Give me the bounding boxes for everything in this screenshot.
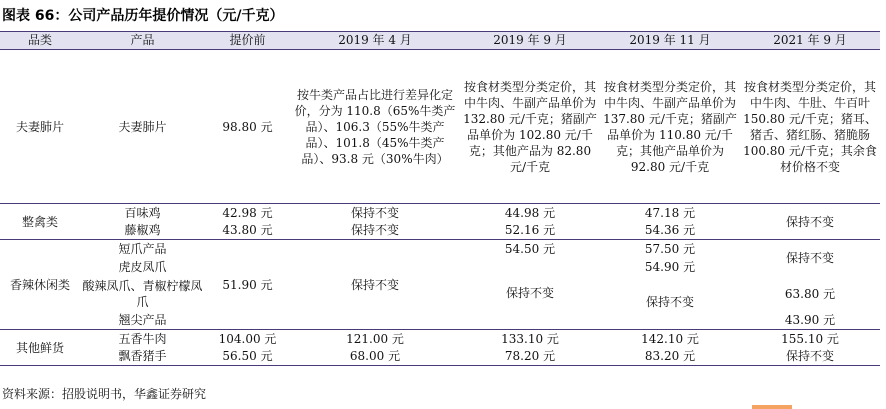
header-category: 品类 bbox=[0, 32, 80, 50]
product-cell: 夫妻肺片 bbox=[80, 50, 205, 204]
header-2019-sep: 2019 年 9 月 bbox=[460, 32, 600, 50]
nov2019-cell: 54.90 元 bbox=[644, 259, 696, 274]
apr2019-cell: 保持不变 bbox=[350, 205, 399, 220]
sep2021-cell: 保持不变 bbox=[740, 348, 880, 366]
sep2019-cell: 54.50 元 bbox=[504, 241, 556, 256]
product-cell: 百味鸡 bbox=[124, 205, 161, 220]
category-cell: 整禽类 bbox=[0, 204, 80, 240]
nov2019-cell: 57.50 元 bbox=[644, 241, 696, 256]
header-row bbox=[0, 32, 880, 50]
product-cell: 藤椒鸡 bbox=[80, 222, 205, 240]
before-price-cell: 98.80 元 bbox=[205, 50, 290, 204]
table-row bbox=[0, 348, 880, 366]
table-row bbox=[0, 330, 880, 348]
nov2019-cell: 142.10 元 bbox=[641, 331, 699, 346]
category-cell: 夫妻肺片 bbox=[0, 50, 80, 204]
sep2019-cell: 78.20 元 bbox=[460, 348, 600, 366]
sep2019-cell: 52.16 元 bbox=[460, 222, 600, 240]
header-2019-apr: 2019 年 4 月 bbox=[290, 32, 460, 50]
product-cell: 翘尖产品 bbox=[80, 312, 205, 330]
product-cell: 短爪产品 bbox=[118, 241, 167, 256]
header-before: 提价前 bbox=[205, 32, 290, 50]
header-2019-nov: 2019 年 11 月 bbox=[600, 32, 740, 50]
before-price-cell: 51.90 元 bbox=[205, 240, 290, 330]
before-price-cell: 43.80 元 bbox=[205, 222, 290, 240]
product-cell: 虎皮凤爪 bbox=[118, 259, 167, 274]
before-price-cell: 56.50 元 bbox=[205, 348, 290, 366]
table-row bbox=[0, 204, 880, 222]
apr2019-cell: 保持不变 bbox=[290, 240, 460, 330]
sep2021-cell: 保持不变 bbox=[785, 250, 834, 265]
before-price-cell: 42.98 元 bbox=[222, 205, 273, 220]
sep2021-cell: 63.80 元 bbox=[784, 286, 836, 301]
sep2021-cell: 43.90 元 bbox=[740, 312, 880, 330]
product-cell: 飘香猪手 bbox=[80, 348, 205, 366]
sep2021-cell: 按食材类型分类定价，其中牛肉、牛肚、牛百叶 150.80 元/千克；猪耳、猪舌、猪红肠、猪脆肠 100.80 元/千克；其余食材价格不变 bbox=[740, 50, 880, 204]
apr2019-cell: 121.00 元 bbox=[346, 331, 404, 346]
source-note: 资料来源：招股说明书，华鑫证券研究 bbox=[2, 387, 207, 401]
product-cell: 酸辣凤爪、青椒柠檬凤爪 bbox=[82, 278, 203, 309]
nov2019-cell: 保持不变 bbox=[600, 276, 740, 330]
header-product: 产品 bbox=[80, 32, 205, 50]
nov2019-cell: 47.18 元 bbox=[644, 205, 696, 220]
sep2019-cell: 44.98 元 bbox=[504, 205, 556, 220]
table-row bbox=[0, 50, 880, 204]
sep2021-cell: 155.10 元 bbox=[781, 331, 839, 346]
decorative-bar bbox=[752, 405, 792, 409]
category-cell: 其他鲜货 bbox=[0, 330, 80, 366]
price-history-table bbox=[0, 31, 880, 366]
category-cell: 香辣休闲类 bbox=[0, 240, 80, 330]
nov2019-cell: 54.36 元 bbox=[600, 222, 740, 240]
product-cell: 五香牛肉 bbox=[118, 331, 167, 346]
sep2019-cell: 保持不变 bbox=[460, 258, 600, 330]
sep2021-cell: 保持不变 bbox=[740, 204, 880, 240]
before-price-cell: 104.00 元 bbox=[218, 331, 277, 346]
nov2019-cell: 83.20 元 bbox=[600, 348, 740, 366]
sep2019-cell: 133.10 元 bbox=[501, 331, 559, 346]
apr2019-cell: 68.00 元 bbox=[290, 348, 460, 366]
apr2019-cell: 保持不变 bbox=[290, 222, 460, 240]
table-row bbox=[0, 240, 880, 258]
nov2019-cell: 按食材类型分类定价，其中牛肉、牛副产品单价为 137.80 元/千克；猪副产品单价为 110.80 元/千克；其他产品单价为 92.80 元/千克 bbox=[600, 50, 740, 204]
sep2019-cell: 按食材类型分类定价，其中牛肉、牛副产品单价为 132.80 元/千克；猪副产品单价为 102.80 元/千克；其他产品为 82.80 元/千克 bbox=[460, 50, 600, 204]
header-2021-sep: 2021 年 9 月 bbox=[740, 32, 880, 50]
apr2019-cell: 按牛类产品占比进行差异化定价，分为 110.8（65%牛类产品）、106.3（55%牛类产品）、101.8（45%牛类产品）、93.8 元（30%牛肉） bbox=[290, 50, 460, 204]
figure-title: 图表 66：公司产品历年提价情况（元/千克） bbox=[2, 8, 284, 24]
